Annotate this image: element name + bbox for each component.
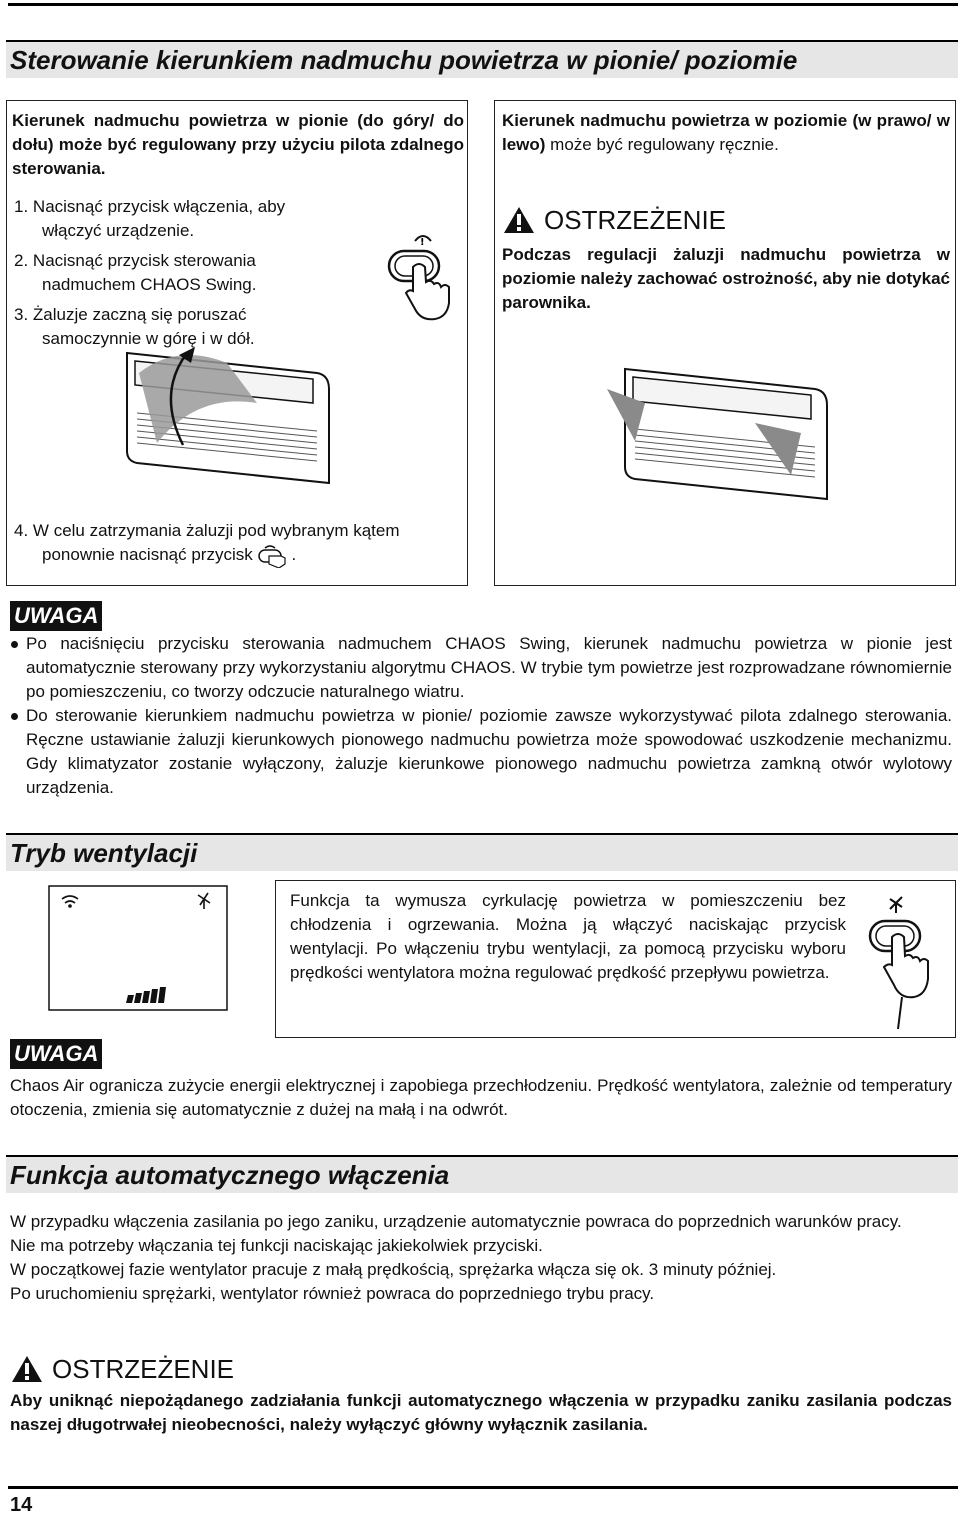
auto-restart-paragraphs bbox=[10, 1210, 952, 1306]
bottom-rule bbox=[8, 1486, 958, 1489]
auto-restart-paragraph: Po uruchomieniu sprężarki, wentylator również powraca do poprzedniego trybu pracy. bbox=[10, 1284, 655, 1303]
page-number: 14 bbox=[10, 1494, 33, 1516]
warning-icon bbox=[502, 205, 536, 235]
step-4: 4. W celu zatrzymania żaluzji pod wybranym kątem ponownie nacisnąć przycisk . bbox=[12, 519, 462, 568]
section-title-air-direction: Sterowanie kierunkiem nadmuchu powietrza w pionie/ poziomie bbox=[6, 40, 958, 78]
warning-text-auto-restart: Aby uniknąć niepożądanego zadziałania funkcji automatycznego włączenia w przypadku zaniku zasilania podczas naszej długotrwałej nieobecności, należy wyłączyć główny wyłącznik zasilania. bbox=[10, 1391, 952, 1434]
fan-mode-text: Funkcja ta wymusza cyrkulację powietrza w pomieszczeniu bez chłodzenia i ogrzewania. Można ją włączyć naciskając przycisk wentylacji. Po włączeniu trybu wentylacji, za pomocą przycisku wyboru prędkości wentylatora można regulować prędkość przepływu powietrza. bbox=[290, 891, 846, 982]
step-2: 2. Nacisnąć przycisk sterowania nadmuchem CHAOS Swing. bbox=[14, 251, 257, 294]
auto-restart-paragraph: Nie ma potrzeby włączania tej funkcji naciskając jakiekolwiek przyciski. bbox=[10, 1236, 543, 1255]
warning-icon bbox=[10, 1354, 44, 1384]
ac-unit-horizontal-swing-illustration bbox=[605, 359, 841, 509]
warning-header-horizontal bbox=[502, 205, 726, 235]
warning-text-horizontal: Podczas regulacji żaluzji nadmuchu powietrza w poziomie należy zachować ostrożność, aby nie dotykać parownika. bbox=[502, 245, 950, 312]
section-title-auto-restart: Funkcja automatycznego włączenia bbox=[6, 1155, 958, 1193]
fan-mode-box bbox=[275, 880, 956, 1038]
fan-button-hand-icon bbox=[862, 891, 930, 1031]
auto-restart-paragraph: W przypadku włączenia zasilania po jego zaniku, urządzenie automatycznie powraca do poprzednich warunków pracy. bbox=[10, 1212, 902, 1231]
vertical-direction-box bbox=[6, 100, 468, 586]
ac-unit-vertical-swing-illustration bbox=[117, 333, 339, 503]
remote-display-fan-mode bbox=[48, 885, 228, 1011]
note-item: Do sterowanie kierunkiem nadmuchu powietrza w pionie/ poziomie zawsze wykorzystywać pilota zdalnego sterowania. Ręczne ustawianie żaluzji kierunkowych pionowego nadmuchu powietrza może spowodować uszkodzenie mechanizmu. Gdy klimatyzator zostanie wyłączony, żaluzje kierunkowe pionowego nadmuchu powietrza zamkną otwór wylotowy urządzenia. bbox=[10, 704, 952, 800]
top-rule bbox=[8, 3, 958, 6]
svg-text:!: ! bbox=[420, 237, 425, 248]
vertical-intro: Kierunek nadmuchu powietrza w pionie (do góry/ do dołu) może być regulowany przy użyciu pilota zdalnego sterowania. bbox=[12, 111, 464, 178]
notes-list-1 bbox=[10, 632, 952, 800]
warning-title: OSTRZEŻENIE bbox=[52, 1354, 235, 1384]
step-1: 1. Nacisnąć przycisk włączenia, aby włączyć urządzenie. bbox=[14, 197, 286, 240]
section-title-fan-mode: Tryb wentylacji bbox=[6, 833, 958, 871]
note-label-1: UWAGA bbox=[10, 601, 102, 631]
note-label-2: UWAGA bbox=[10, 1039, 102, 1069]
auto-restart-paragraph: W początkowej fazie wentylator pracuje z małą prędkością, sprężarka włącza się ok. 3 minuty później. bbox=[10, 1260, 777, 1279]
note-item: Po naciśnięciu przycisku sterowania nadmuchem CHAOS Swing, kierunek nadmuchu powietrza w pionie jest automatycznie sterowany przy wykorzystaniu algorytmu CHAOS. W trybie tym powietrze jest rozprowadzane równomiernie po pomieszczeniu, co tworzy odczucie naturalnego wiatru. bbox=[10, 632, 952, 704]
horizontal-intro: Kierunek nadmuchu powietrza w poziomie (w prawo/ w lewo) może być regulowany ręcznie. bbox=[502, 111, 950, 154]
steps-list bbox=[12, 195, 322, 351]
swing-button-hand-icon bbox=[379, 229, 469, 329]
fan-mode-note: Chaos Air ogranicza zużycie energii elektrycznej i zapobiega przechłodzeniu. Prędkość wentylatora, zależnie od temperatury otoczenia, zmienia się automatycznie z dużej na małą i na odwrót. bbox=[10, 1076, 952, 1119]
step-3: 3. Żaluzje zaczną się poruszać samoczynnie w górę i w dół. bbox=[14, 305, 255, 348]
warning-title: OSTRZEŻENIE bbox=[544, 205, 727, 235]
warning-header-auto-restart bbox=[10, 1354, 234, 1384]
swing-button-small-icon bbox=[257, 544, 291, 568]
horizontal-direction-box bbox=[494, 100, 956, 586]
